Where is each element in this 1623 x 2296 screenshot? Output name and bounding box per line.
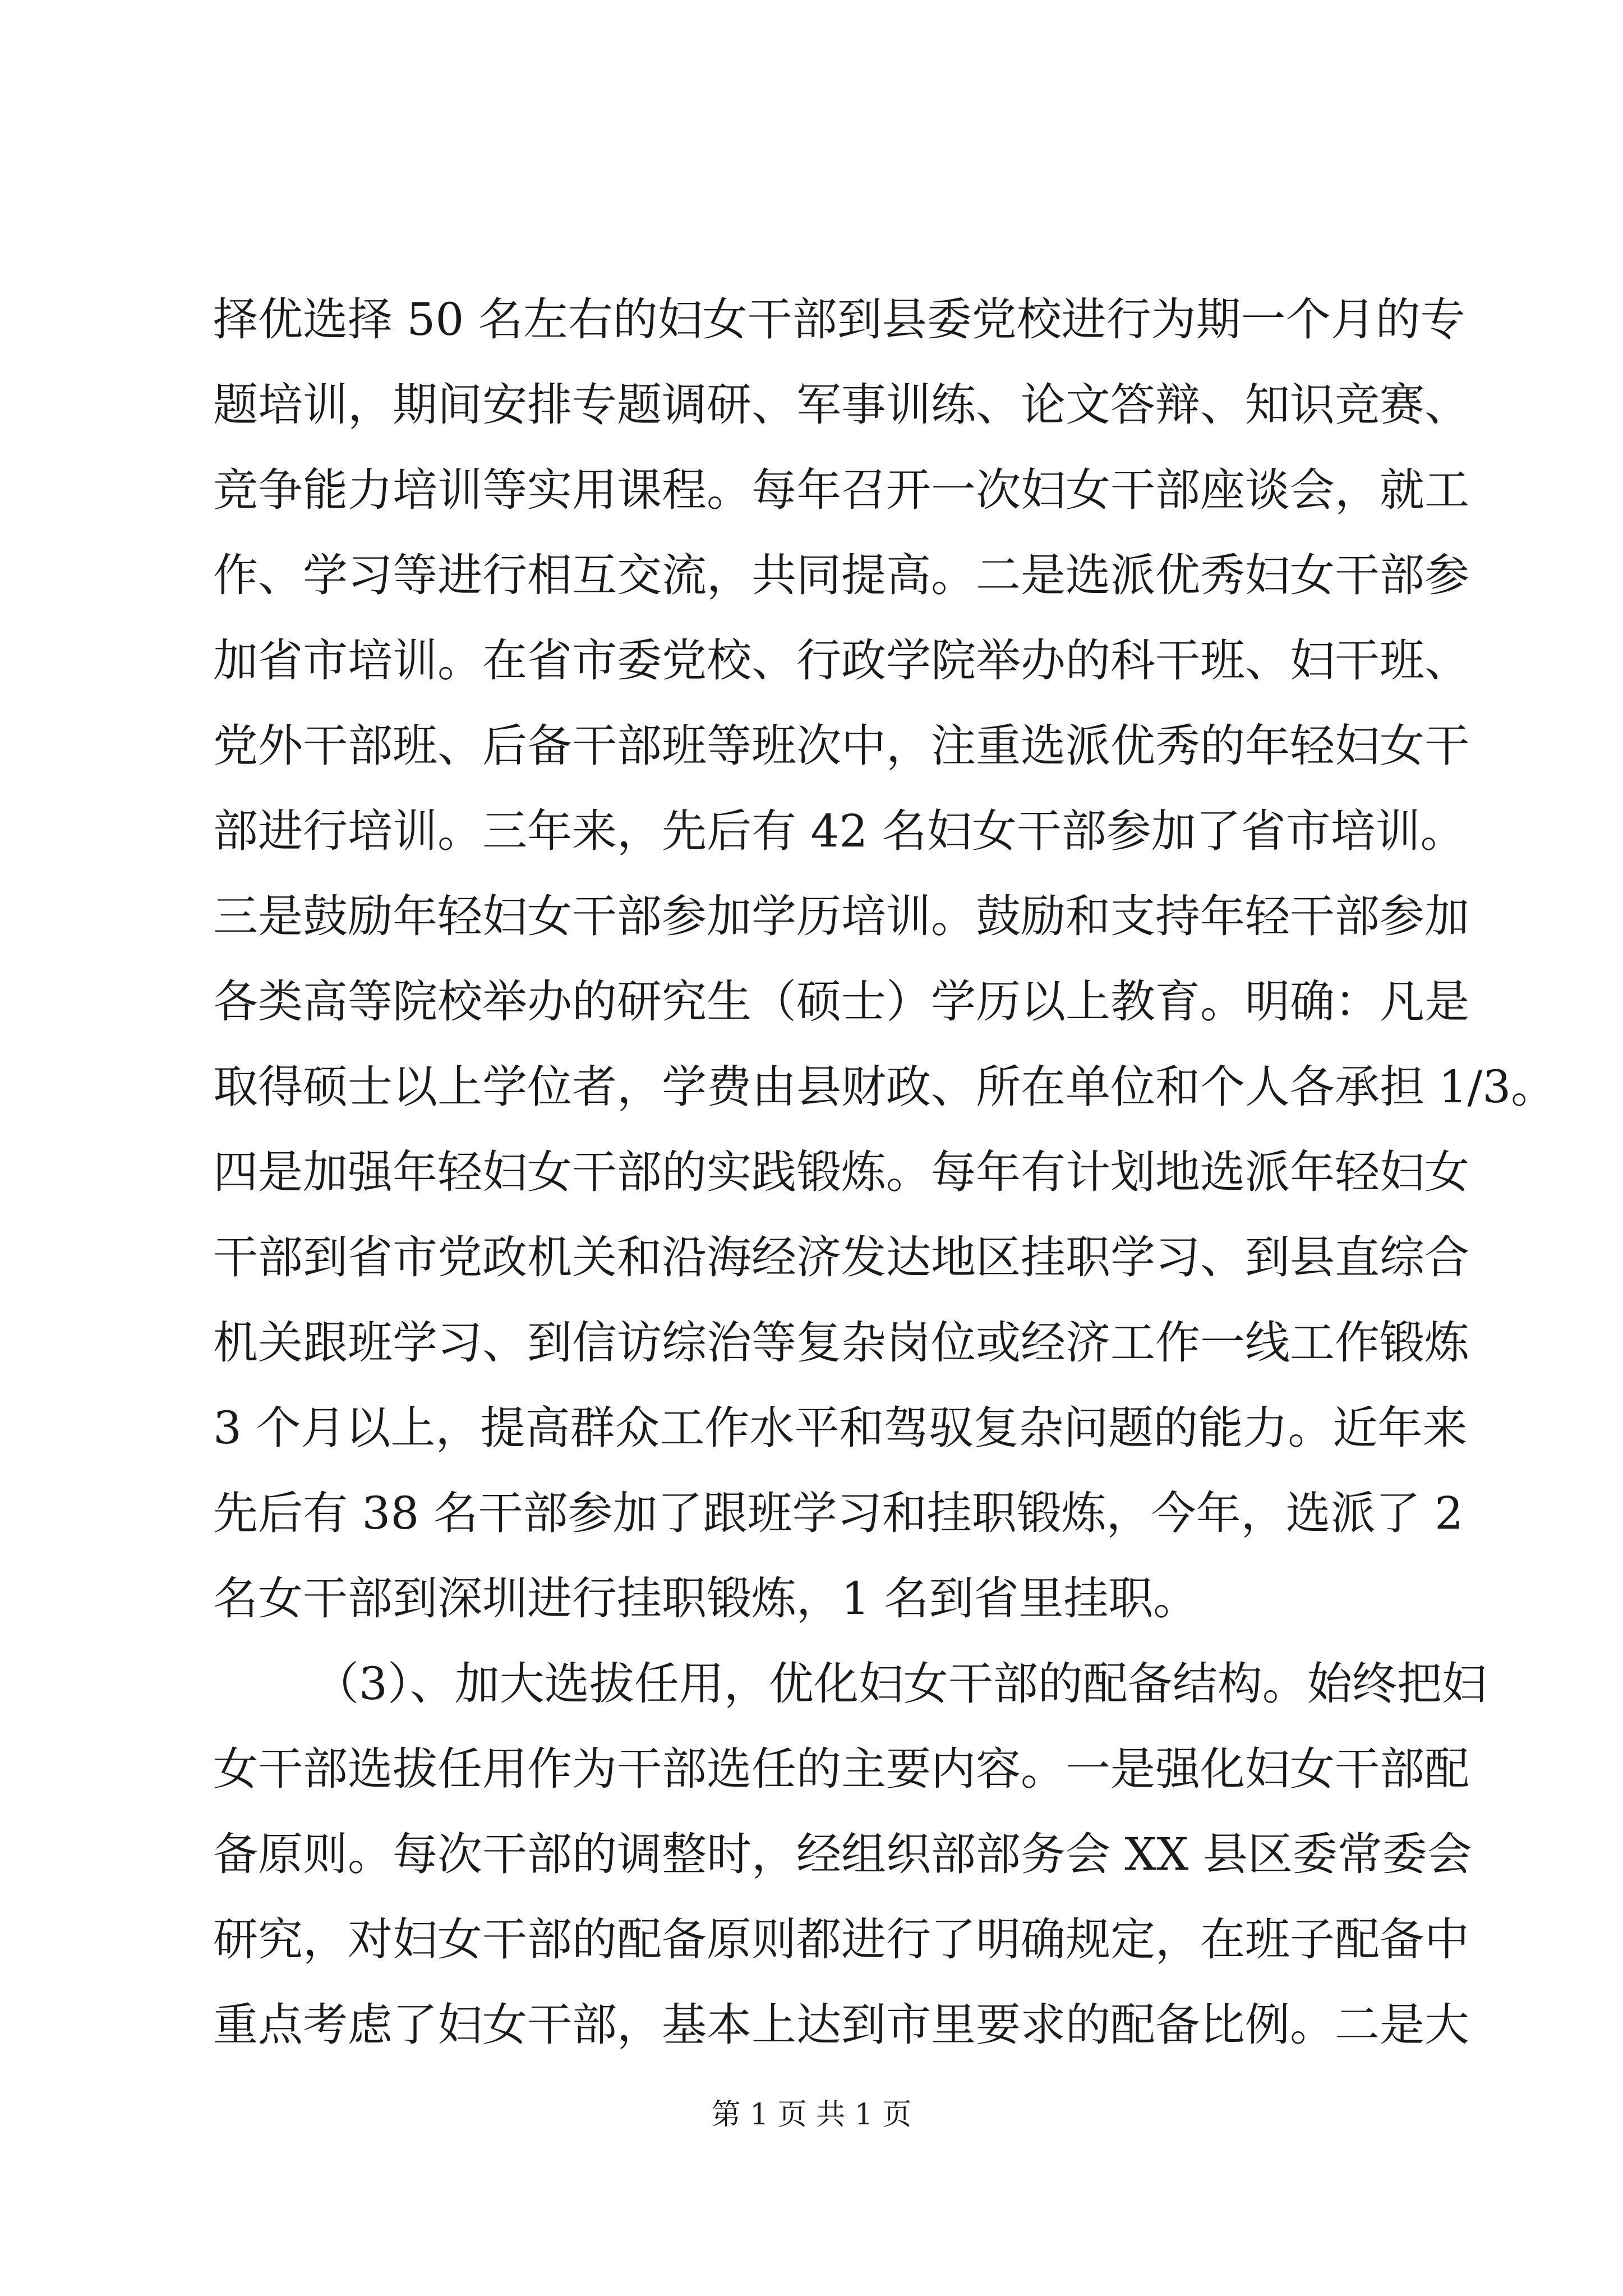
body-text-line: 党外干部班、后备干部班等班次中，注重选派优秀的年轻妇女干 [213,720,1469,772]
body-text-line: 重点考虑了妇女干部，基本上达到市里要求的配备比例。二是大 [213,1999,1469,2051]
body-text-line: 各类高等院校举办的研究生（硕士）学历以上教育。明确：凡是 [213,976,1469,1028]
body-text-line: 干部到省市党政机关和沿海经济发达地区挂职学习、到县直综合 [213,1231,1469,1283]
body-text-line: 3 个月以上，提高群众工作水平和驾驭复杂问题的能力。近年来 [213,1402,1468,1454]
body-text-line: 备原则。每次干部的调整时，经组织部部务会 XX 县区委常委会 [213,1828,1472,1880]
body-text-line: （3）、加大选拔任用，优化妇女干部的配备结构。始终把妇 [314,1658,1487,1710]
body-text-line: 名女干部到深圳进行挂职锻炼，1 名到省里挂职。 [213,1572,1198,1625]
body-text-line: 四是加强年轻妇女干部的实践锻炼。每年有计划地选派年轻妇女 [213,1146,1469,1198]
body-text-line: 取得硕士以上学位者，学费由县财政、所在单位和个人各承担 1/3。 [213,1061,1556,1113]
body-text-line: 部进行培训。三年来，先后有 42 名妇女干部参加了省市培训。 [213,805,1465,857]
body-text-line: 机关跟班学习、到信访综治等复杂岗位或经济工作一线工作锻炼 [213,1317,1469,1369]
page-number-footer: 第 1 页 共 1 页 [711,2098,912,2132]
body-text-line: 题培训，期间安排专题调研、军事训练、论文答辩、知识竞赛、 [213,379,1469,431]
body-text-line: 女干部选拔任用作为干部选任的主要内容。一是强化妇女干部配 [213,1743,1469,1795]
body-text-line: 研究，对妇女干部的配备原则都进行了明确规定，在班子配备中 [213,1913,1469,1966]
body-text-line: 三是鼓励年轻妇女干部参加学历培训。鼓励和支持年轻干部参加 [213,890,1469,942]
body-text-line: 择优选择 50 名左右的妇女干部到县委党校进行为期一个月的专 [213,293,1465,346]
body-text-line: 加省市培训。在省市委党校、行政学院举办的科干班、妇干班、 [213,634,1469,687]
body-text-line: 竞争能力培训等实用课程。每年召开一次妇女干部座谈会，就工 [213,464,1469,516]
body-text-line: 先后有 38 名干部参加了跟班学习和挂职锻炼，今年，选派了 2 [213,1487,1463,1539]
body-text-line: 作、学习等进行相互交流，共同提高。二是选派优秀妇女干部参 [213,549,1469,601]
